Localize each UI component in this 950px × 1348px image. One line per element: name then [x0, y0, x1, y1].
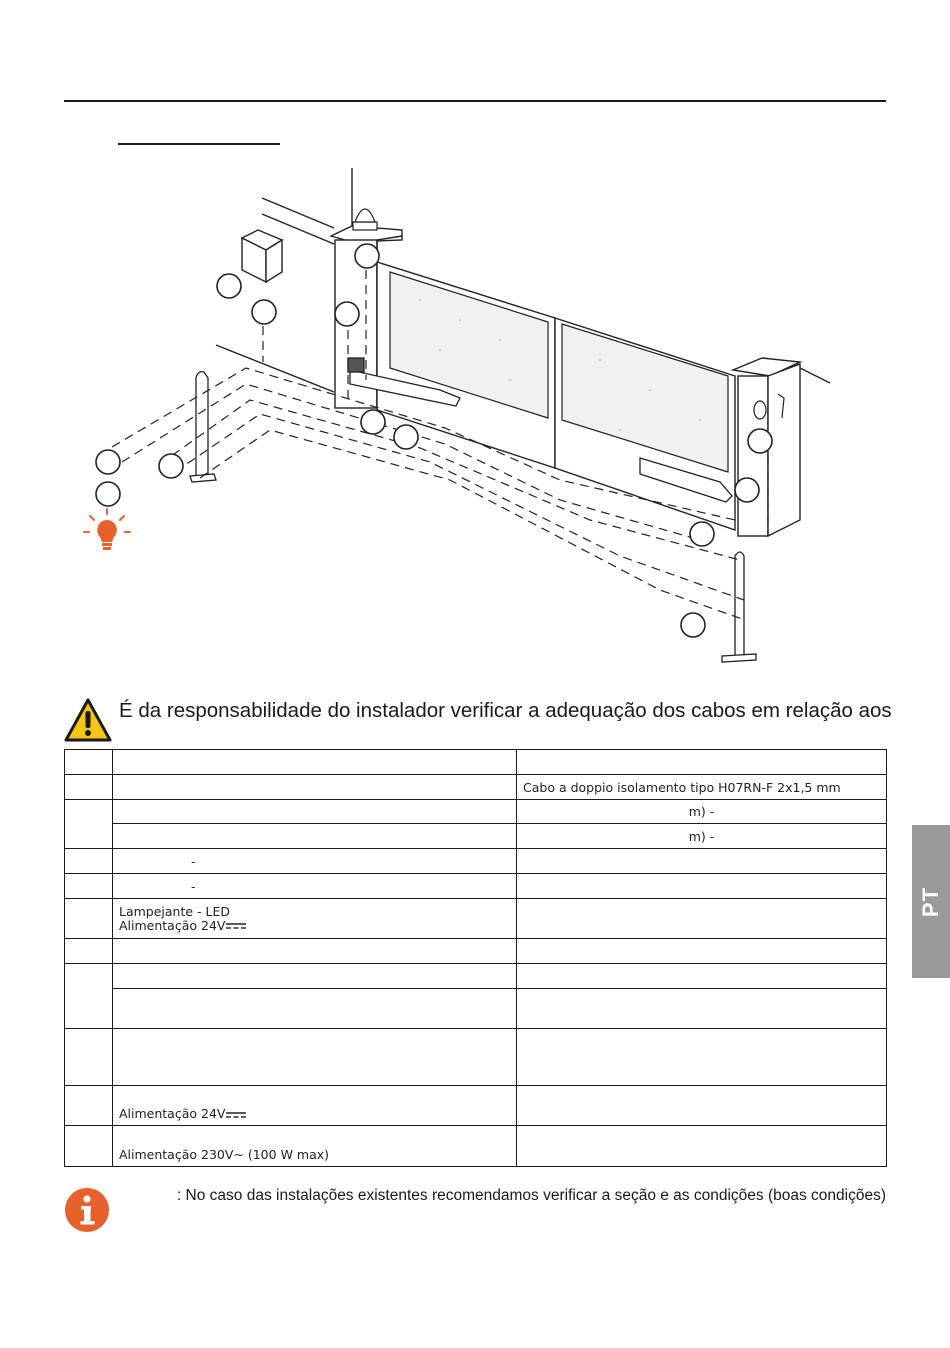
- table-row: [65, 824, 887, 849]
- top-rule: [64, 100, 886, 102]
- table-row: [65, 1029, 887, 1086]
- table-cell: [65, 800, 113, 849]
- installation-diagram: [0, 160, 950, 680]
- table-cell: Cabo a doppio isolamento tipo H07RN-F 2x1,5 mm: [517, 775, 887, 800]
- table-cell-text: Lampejante - LED: [119, 903, 231, 919]
- table-cell: [65, 939, 113, 964]
- table-cell: [113, 1086, 517, 1126]
- table-cell: [517, 1126, 887, 1167]
- cables-table: [64, 749, 887, 1167]
- table-cell: m) -: [517, 800, 887, 824]
- language-tab[interactable]: [912, 825, 950, 978]
- table-cell: [113, 1029, 517, 1086]
- table-cell-text: -: [191, 878, 196, 894]
- table-cell: [65, 899, 113, 939]
- table-cell: [517, 964, 887, 989]
- table-cell: [517, 874, 887, 899]
- table-cell: [113, 824, 517, 849]
- table-cell: [65, 775, 113, 800]
- table-cell: [113, 964, 517, 989]
- table-cell-text: Alimentação 24V: [119, 917, 226, 933]
- warning-text: É da responsabilidade do instalador verificar a adequação dos cabos em relação aos: [119, 699, 892, 722]
- language-tab-label: PT: [918, 886, 943, 917]
- info-text: : No caso das instalações existentes recomendamos verificar a seção e as condições (boas condições): [176, 1187, 886, 1204]
- table-cell: [113, 800, 517, 824]
- table-cell: [113, 989, 517, 1029]
- table-row: [65, 989, 887, 1029]
- table-cell: [113, 939, 517, 964]
- control-box-icon: [242, 230, 282, 282]
- info-icon: [64, 1187, 110, 1233]
- table-cell: [65, 1126, 113, 1167]
- table-cell: [65, 964, 113, 1029]
- table-cell: [65, 849, 113, 874]
- table-row: [65, 775, 887, 800]
- table-cell: [65, 1086, 113, 1126]
- table-cell: [65, 874, 113, 899]
- table-cell: [517, 849, 887, 874]
- table-cell: [113, 874, 517, 899]
- gate-leaf-right: [555, 318, 735, 530]
- warning-notice: [64, 696, 892, 742]
- warning-triangle-icon: [64, 698, 112, 742]
- table-cell: [113, 899, 517, 939]
- table-cell: Alimentação 230V~ (100 W max): [113, 1126, 517, 1167]
- table-cell: [517, 899, 887, 939]
- table-cell: m) -: [517, 824, 887, 849]
- table-row: [65, 800, 887, 824]
- table-row: [65, 939, 887, 964]
- table-row: [65, 750, 887, 775]
- table-cell-line: [119, 919, 510, 933]
- table-cell: [65, 750, 113, 775]
- table-row: [65, 874, 887, 899]
- table-row: [65, 1086, 887, 1126]
- table-cell: [517, 1086, 887, 1126]
- flashing-lamp-icon: [353, 209, 377, 230]
- table-cell: [113, 750, 517, 775]
- table-cell-text: -: [191, 853, 196, 869]
- table-cell: [517, 1029, 887, 1086]
- table-cell: [113, 775, 517, 800]
- light-bulb-icon: [84, 509, 130, 550]
- dc-symbol-icon: [226, 923, 246, 929]
- table-row: [65, 964, 887, 989]
- table-cell: [517, 939, 887, 964]
- table-row: [65, 849, 887, 874]
- dc-symbol-icon: [226, 1112, 246, 1118]
- info-note: [64, 1182, 886, 1232]
- table-cell: [517, 989, 887, 1029]
- section-title-underline: [118, 143, 280, 145]
- table-cell: [65, 1029, 113, 1086]
- table-cell: [517, 750, 887, 775]
- table-row: [65, 1126, 887, 1167]
- table-row: [65, 899, 887, 939]
- table-cell-text: Alimentação 24V: [119, 1106, 226, 1121]
- table-cell: [113, 849, 517, 874]
